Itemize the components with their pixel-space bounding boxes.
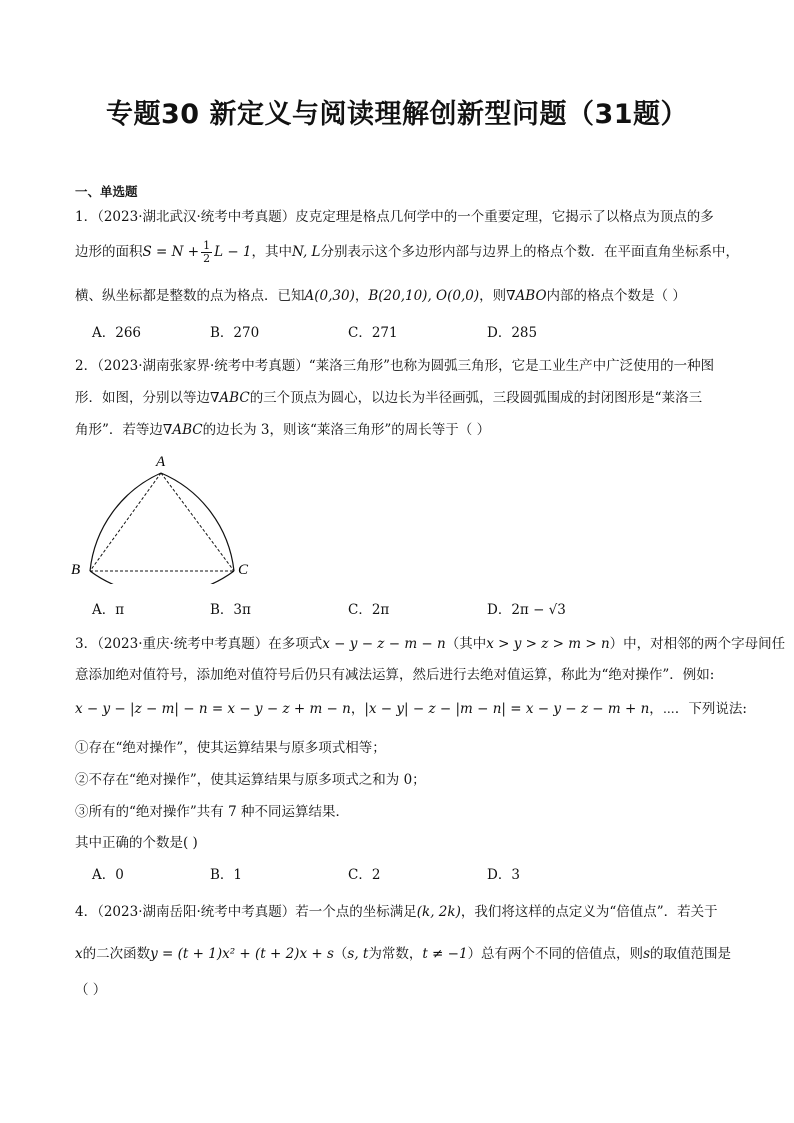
label-c: C (238, 562, 249, 578)
q3-line2: 意添加绝对值符号，添加绝对值符号后仍只有减法运算，然后进行去绝对值运算，称此为“绝对操作”．例如: (75, 667, 715, 683)
q2-option-c: C．2π (348, 602, 390, 618)
q3-question: 其中正确的个数是( ) (75, 835, 198, 851)
label-a: A (156, 454, 166, 470)
q1-option-b: B．270 (210, 325, 260, 341)
q4-line1: 4．（2023·湖南岳阳·统考中考真题）若一个点的坐标满足(k, 2k)，我们将这样的点定义为“倍值点”．若关于 (75, 904, 718, 920)
side-ac (161, 473, 234, 571)
page-title: 专题30 新定义与阅读理解创新型问题（31题） (105, 99, 689, 130)
q3-option-b: B．1 (210, 867, 243, 883)
q1-option-c: C．271 (348, 325, 398, 341)
q1-formula-s: S = N + (142, 244, 200, 260)
q3-option-c: C．2 (348, 867, 381, 883)
q3-statement-3: ③所有的“绝对操作”共有 7 种不同运算结果． (75, 804, 349, 820)
section-heading: 一、单选题 (75, 184, 138, 199)
q1-option-d: D．285 (487, 325, 538, 341)
q3-option-d: D．3 (487, 867, 520, 883)
q3-line1: 3．（2023·重庆·统考中考真题）在多项式x − y − z − m − n（其中x > y > z > m > n）中，对相邻的两个字母间任 (75, 636, 786, 652)
q2-option-b: B．3π (210, 602, 251, 618)
reuleaux-triangle-figure (68, 448, 268, 584)
arc-bc (90, 571, 234, 584)
q3-statement-1: ①存在“绝对操作”，使其运算结果与原多项式相等； (75, 740, 386, 756)
q2-line3: 角形”．若等边∇ABC的边长为 3，则该“莱洛三角形”的周长等于（ ） (75, 422, 491, 438)
q2-line1: 2．（2023·湖南张家界·统考中考真题）“莱洛三角形”也称为圆弧三角形，它是工业生产中广泛使用的一种图 (75, 358, 715, 374)
q3-statement-2: ②不存在“绝对操作”，使其运算结果与原多项式之和为 0； (75, 772, 426, 788)
side-ab (90, 473, 161, 571)
q3-option-a: A．0 (92, 867, 124, 883)
q2-option-d: D．2π − √3 (487, 602, 566, 618)
q4-line2: x的二次函数y = (t + 1)x² + (t + 2)x + s（s, t为常数，t ≠ −1）总有两个不同的倍值点，则s的取值范围是 (75, 946, 731, 962)
label-b: B (71, 562, 81, 578)
q2-option-a: A．π (92, 602, 125, 618)
q1-line2: 边形的面积S = N + $\frac{1}{2}$ L − 1，其中N, L分别表示这个多边形内部与边界上的格点个数．在平面直角坐标系中， (75, 239, 740, 265)
q1-fraction: $\frac{1}{2}$ (203, 239, 211, 265)
q4-line3: （ ） (75, 982, 107, 998)
q3-line3: x − y − |z − m| − n = x − y − z + m − n，|x − y| − z − |m − n| = x − y − z − m + n，⋯．下列说法: (75, 701, 747, 717)
q2-line2: 形．如图，分别以等边∇ABC的三个顶点为圆心，以边长为半径画弧，三段圆弧围成的封闭图形是“莱洛三 (75, 390, 703, 406)
q1-option-a: A．266 (92, 325, 142, 341)
q1-line1: 1．（2023·湖北武汉·统考中考真题）皮克定理是格点几何学中的一个重要定理，它揭示了以格点为顶点的多 (75, 209, 714, 225)
q1-line3: 横、纵坐标都是整数的点为格点．已知A(0,30)，B(20,10), O(0,0)，则∇ABO内部的格点个数是（ ） (75, 288, 686, 304)
